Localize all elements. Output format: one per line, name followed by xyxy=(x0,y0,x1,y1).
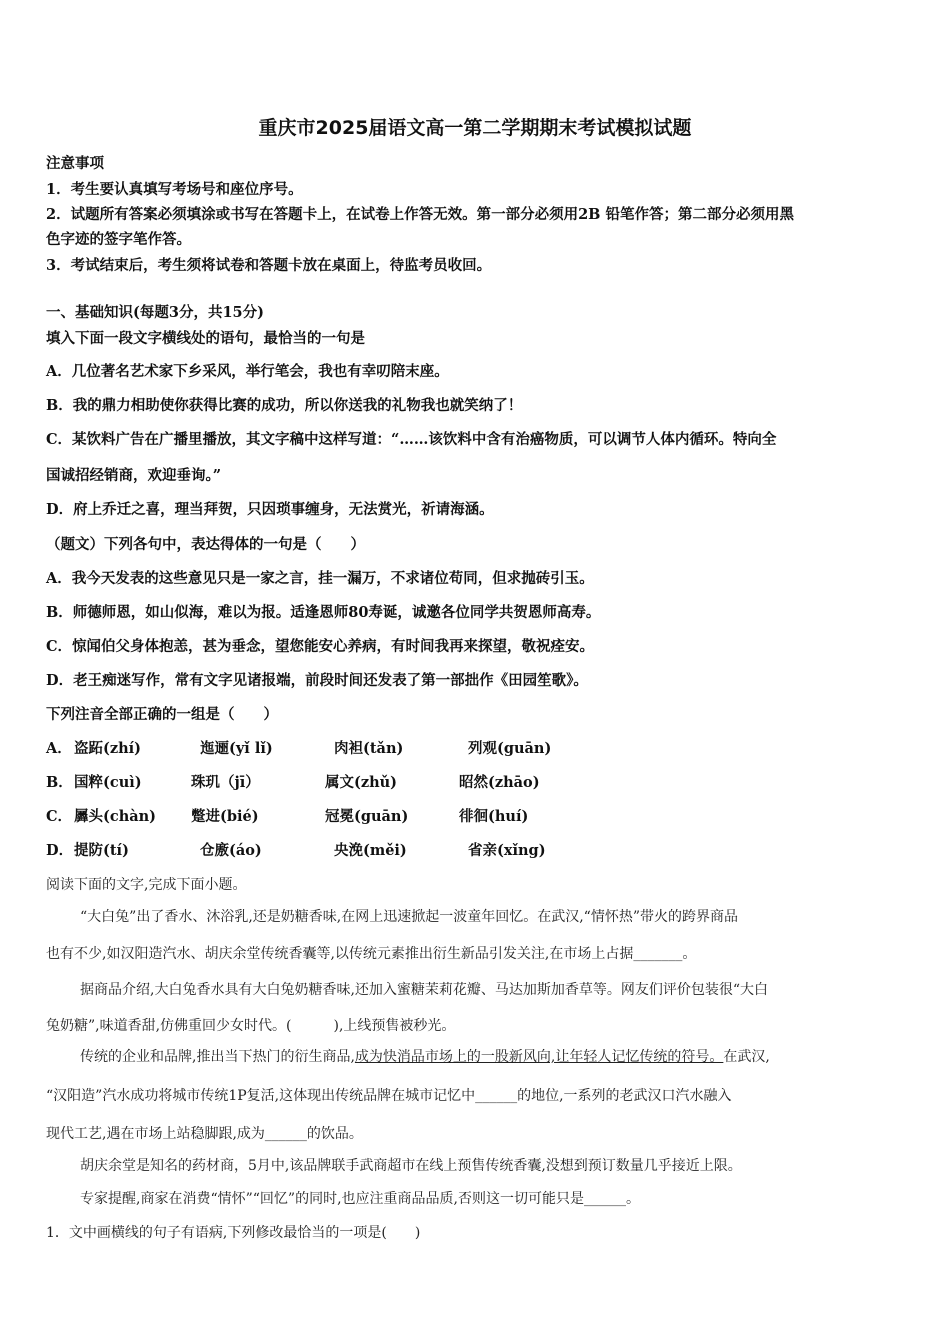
passage-line: “汉阳造”汽水成功将城市传统1P复活,这体现出传统品牌在城市记忆中______的地位,一系列的老武汉口汽水融入 xyxy=(46,1088,732,1104)
option-c-cont: 国诚招经销商，欢迎垂询。” xyxy=(46,467,222,484)
notice-heading: 注意事项 xyxy=(46,155,104,172)
pinyin-word: 肉袒(tǎn) xyxy=(334,740,404,757)
reading-question: 1．文中画横线的句子有语病,下列修改最恰当的一项是( ) xyxy=(46,1225,421,1241)
option-d: D．府上乔迁之喜，理当拜贺，只因琐事缠身，无法赏光，祈请海涵。 xyxy=(46,501,494,518)
reading-intro: 阅读下面的文字,完成下面小题。 xyxy=(46,877,247,893)
pinyin-word: 昭然(zhāo) xyxy=(459,774,540,791)
pinyin-word: 迤逦(yǐ lǐ) xyxy=(200,740,273,757)
option-a: A．几位著名艺术家下乡采风，举行笔会，我也有幸叨陪末座。 xyxy=(46,363,449,380)
pinyin-word: 仓廒(áo) xyxy=(200,842,262,859)
pinyin-word: 提防(tí) xyxy=(74,842,129,859)
option-letter: D． xyxy=(46,842,74,859)
passage-line: 兔奶糖”,味道香甜,仿佛重回少女时代。( ),上线预售被秒光。 xyxy=(46,1018,456,1034)
pinyin-word: 珠玑（jī） xyxy=(191,774,260,791)
pinyin-word: 列观(guān) xyxy=(468,740,552,757)
option-c: C．某饮料广告在广播里播放，其文字稿中这样写道：“……该饮料中含有治癌物质，可以调节人体内循环。特向全 xyxy=(46,431,777,448)
option-a: A．我今天发表的这些意见只是一家之言，挂一漏万，不求诸位苟同，但求抛砖引玉。 xyxy=(46,570,594,587)
question-stem: 下列注音全部正确的一组是（ ） xyxy=(46,706,278,723)
pinyin-word: 国粹(cuì) xyxy=(74,774,142,791)
pinyin-word: 央浼(měi) xyxy=(334,842,407,859)
notice-item: 1．考生要认真填写考场号和座位序号。 xyxy=(46,181,303,198)
pinyin-word: 冠冕(guān) xyxy=(325,808,409,825)
pinyin-word: 属文(zhǔ) xyxy=(325,774,398,791)
option-c: C．惊闻伯父身体抱恙，甚为垂念，望您能安心养病，有时间我再来探望，敬祝痊安。 xyxy=(46,638,595,655)
passage-line: 据商品介绍,大白兔香水具有大白兔奶糖香味,还加入蜜糖茉莉花瓣、马达加斯加香草等。网友们评价包装很“大白 xyxy=(80,982,769,998)
notice-item: 色字迹的签字笔作答。 xyxy=(46,231,191,248)
option-b: B．师德师恩，如山似海，难以为报。适逢恩师80寿诞，诚邀各位同学共贺恩师高寿。 xyxy=(46,604,601,621)
passage-line: 胡庆余堂是知名的药材商，5月中,该品牌联手武商超市在线上预售传统香囊,没想到预订数量几乎接近上限。 xyxy=(80,1158,742,1174)
underlined-sentence: 成为快消品市场上的一股新风向,让年轻人记忆传统的符号。 xyxy=(354,1049,724,1065)
passage-line: 专家提醒,商家在消费“情怀”“回忆”的同时,也应注重商品品质,否则这一切可能只是______。 xyxy=(80,1191,640,1207)
passage-line: 现代工艺,遇在市场上站稳脚跟,成为______的饮品。 xyxy=(46,1126,363,1142)
pinyin-word: 羼头(chàn) xyxy=(74,808,157,825)
passage-line: “大白兔”出了香水、沐浴乳,还是奶糖香味,在网上迅速掀起一波童年回忆。在武汉,“情怀热”带火的跨界商品 xyxy=(80,909,738,925)
pinyin-word: 蹩进(bié) xyxy=(191,808,259,825)
notice-item: 2．试题所有答案必须填涂或书写在答题卡上，在试卷上作答无效。第一部分必须用2B 铅笔作答；第二部分必须用黑 xyxy=(46,206,794,223)
option-d: D．老王痴迷写作，常有文字见诸报端，前段时间还发表了第一部拙作《田园笙歌》。 xyxy=(46,672,588,689)
option-letter: C． xyxy=(46,808,73,825)
section-heading: 一、基础知识(每题3分，共15分) xyxy=(46,304,264,321)
option-letter: A． xyxy=(46,740,72,757)
pinyin-word: 徘徊(huí) xyxy=(459,808,529,825)
pinyin-word: 省亲(xǐng) xyxy=(468,842,546,859)
question-stem: （题文）下列各句中，表达得体的一句是（ ） xyxy=(46,536,365,553)
notice-item: 3．考试结束后，考生须将试卷和答题卡放在桌面上，待监考员收回。 xyxy=(46,257,492,274)
passage-line xyxy=(80,1046,770,1066)
pinyin-word: 盗跖(zhí) xyxy=(74,740,142,757)
page-title: 重庆市2025届语文高一第二学期期末考试模拟试题 xyxy=(258,117,692,139)
option-letter: B． xyxy=(46,774,73,791)
option-b: B．我的鼎力相助使你获得比赛的成功，所以你送我的礼物我也就笑纳了！ xyxy=(46,397,523,414)
passage-text: 传统的企业和品牌,推出当下热门的衍生商品, xyxy=(80,1049,355,1065)
passage-line: 也有不少,如汉阳造汽水、胡庆余堂传统香囊等,以传统元素推出衍生新品引发关注,在市场上占据_______。 xyxy=(46,946,697,962)
passage-text: 在武汉, xyxy=(723,1049,770,1065)
question-stem: 填入下面一段文字横线处的语句，最恰当的一句是 xyxy=(46,330,365,347)
